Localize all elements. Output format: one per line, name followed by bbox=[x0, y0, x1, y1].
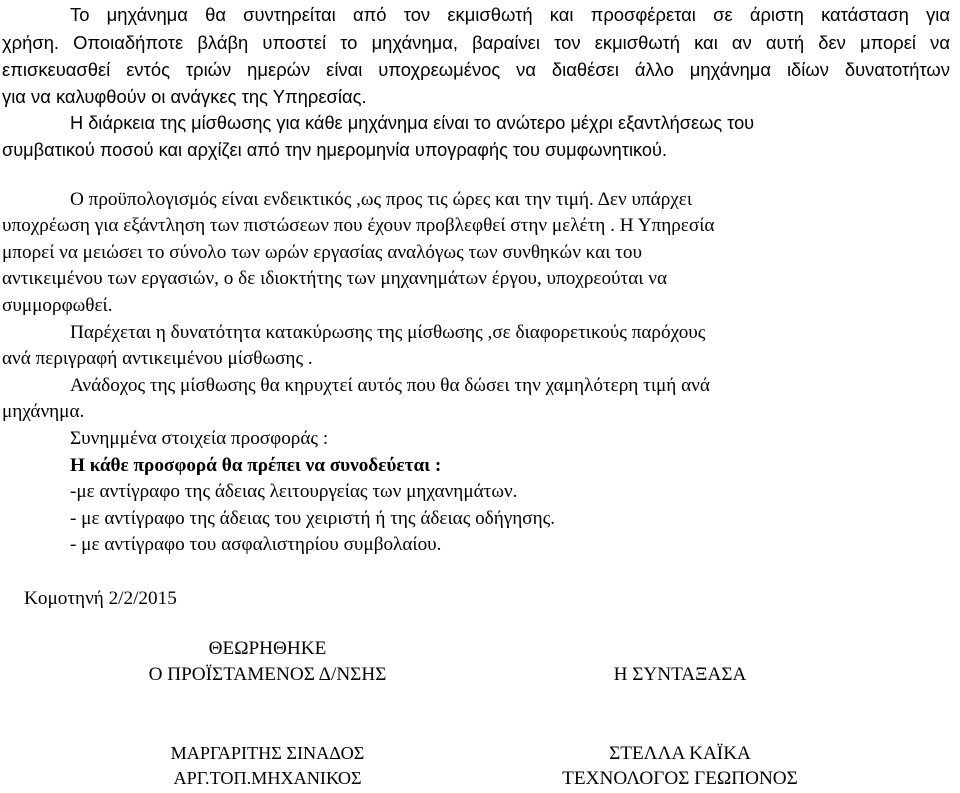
approved-label: ΘΕΩΡΗΘΗΚΕ bbox=[208, 638, 327, 659]
paragraph-line: επισκευασθεί εντός τριών ημερών είναι υποχρεωμένος να διαθέσει άλλο μηχάνημα ιδίων δυνατοτήτων bbox=[2, 59, 950, 80]
paragraph-line: χρήση. Οποιαδήποτε βλάβη υποστεί το μηχάνημα, βαραίνει τον εκμισθωτή και αν αυτή δεν μπορεί να bbox=[2, 32, 950, 53]
paragraph-line: υποχρέωση για εξάντληση των πιστώσεων που έχουν προβλεφθεί στην μελέτη . Η Υπηρεσία bbox=[2, 215, 715, 236]
signatory-role: Η ΣΥΝΤΑΞΑΣΑ bbox=[613, 664, 747, 685]
signatory-name: ΜΑΡΓΑΡΙΤΗΣ ΣΙΝΑΔΟΣ bbox=[170, 743, 365, 763]
attachment-item: - με αντίγραφο της άδειας του χειριστή ή της άδειας οδήγησης. bbox=[70, 508, 556, 529]
paragraph-line: μπορεί να μειώσει το σύνολο των ωρών εργασίας αναλόγως των συνθηκών και του bbox=[2, 242, 642, 263]
place-date: Κομοτηνή 2/2/2015 bbox=[24, 588, 177, 609]
paragraph-line: Η διάρκεια της μίσθωσης για κάθε μηχάνημα είναι το ανώτερο μέχρι εξαντλήσεως του bbox=[70, 113, 755, 133]
signatory-name: ΣΤΕΛΛΑ ΚΑΪΚΑ bbox=[609, 743, 751, 764]
paragraph-line: συμμορφωθεί. bbox=[2, 295, 113, 316]
attachment-item: - με αντίγραφο του ασφαλιστηρίου συμβολαίου. bbox=[70, 534, 442, 555]
paragraph-line: Το μηχάνημα θα συντηρείται από τον εκμισθωτή και προσφέρεται σε άριστη κατάσταση για bbox=[70, 4, 950, 25]
signatory-title: ΑΡΓ.ΤΟΠ.ΜΗΧΑΝΙΚΟΣ bbox=[173, 768, 362, 788]
paragraph-line: Ο προϋπολογισμός είναι ενδεικτικός ,ως προς τις ώρες και την τιμή. Δεν υπάρχει bbox=[70, 189, 692, 210]
paragraph-line: Παρέχεται η δυνατότητα κατακύρωσης της μίσθωσης ,σε διαφορετικούς παρόχους bbox=[70, 322, 706, 343]
paragraph-line: ανά περιγραφή αντικειμένου μίσθωσης . bbox=[2, 348, 313, 369]
paragraph-line: Ανάδοχος της μίσθωσης θα κηρυχτεί αυτός που θα δώσει την χαμηλότερη τιμή ανά bbox=[70, 375, 710, 396]
paragraph-line: για να καλυφθούν οι ανάγκες της Υπηρεσίας. bbox=[2, 86, 367, 107]
signatory-role: Ο ΠΡΟΪΣΤΑΜΕΝΟΣ Δ/ΝΣΗΣ bbox=[148, 664, 387, 685]
paragraph-line: συμβατικού ποσού και αρχίζει από την ημερομηνία υπογραφής του συμφωνητικού. bbox=[2, 140, 668, 160]
attachment-item: -με αντίγραφο της άδειας λειτουργείας των μηχανημάτων. bbox=[70, 481, 518, 502]
paragraph-line: μηχάνημα. bbox=[2, 401, 85, 422]
attachments-bold-heading: Η κάθε προσφορά θα πρέπει να συνοδεύεται : bbox=[70, 455, 442, 476]
attachments-heading: Συνημμένα στοιχεία προσφοράς : bbox=[70, 428, 329, 449]
signatory-title: ΤΕΧΝΟΛΟΓΟΣ ΓΕΩΠΟΝΟΣ bbox=[562, 768, 798, 789]
paragraph-line: αντικειμένου των εργασιών, ο δε ιδιοκτήτης των μηχανημάτων έργου, υποχρεούται να bbox=[2, 268, 667, 289]
